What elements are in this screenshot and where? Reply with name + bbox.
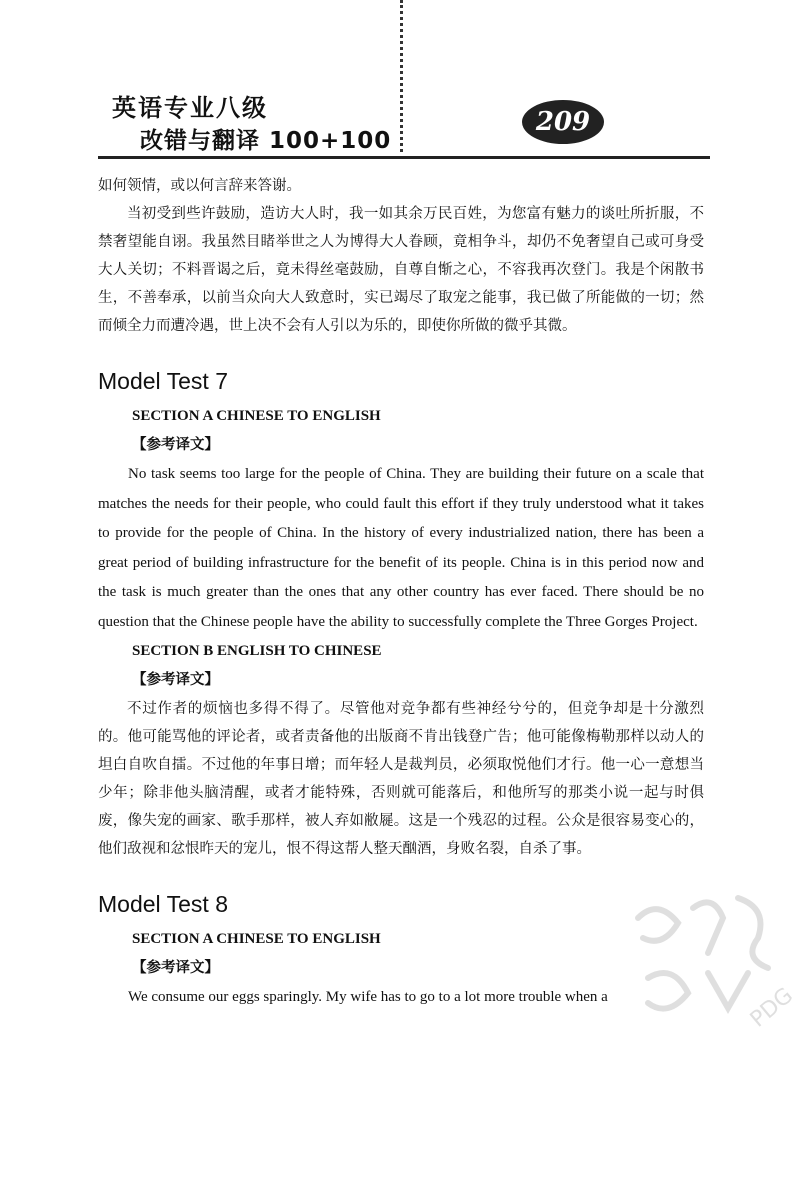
page-header (0, 0, 800, 160)
test8-section-a-reference-label: 【参考译文】 (132, 960, 219, 976)
book-title-line2: 改错与翻译 100+100 (140, 128, 392, 154)
test7-section-a-reference-label: 【参考译文】 (132, 437, 219, 453)
test7-section-a-heading: SECTION A CHINESE TO ENGLISH (132, 408, 381, 424)
test8-section-a-translation: We consume our eggs sparingly. My wife has to go to a lot more trouble when a (128, 989, 608, 1005)
page-content (98, 172, 704, 1013)
pdg-watermark-seal (618, 878, 800, 1048)
test7-section-b-heading: SECTION B ENGLISH TO CHINESE (132, 643, 382, 659)
intro-paragraph-continued: 如何领情，或以何言辞来答谢。 (98, 178, 301, 194)
intro-paragraph: 当初受到些许鼓励，造访大人时，我一如其余万民百姓，为您富有魅力的谈吐所折服，不禁奢望能自诩。我虽然目睹举世之人为博得大人眷顾，竟相争斗，却仍不免奢望自己或可身受大人关切；不料晋谒之后，竟未得丝毫鼓励，自尊自惭之心，不容我再次登门。我是个闲散书生，不善奉承，以前当众向大人致意时，实已竭尽了取宠之能事，我已做了所能做的一切；然而倾全力而遭冷遇，世上决不会有人引以为乐的，即使你所做的微乎其微。 (98, 206, 704, 334)
watermark-text: PDG (745, 983, 799, 1033)
header-rule (98, 156, 710, 159)
model-test-8-heading: Model Test 8 (98, 891, 228, 917)
test7-section-a-translation: No task seems too large for the people of China. They are building their future on a scale that matches the needs for their people, who could fault this effort if they truly understood what it takes to provide for the people of China. In the history of every industrialized nation, there has been a great period of building infrastructure for the benefit of its people. China is in this period now and the task is much greater than the ones that any other country has ever faced. There should be no question that the Chinese people have the ability to successfully complete the Three Gorges Project. (98, 466, 704, 630)
model-test-7-heading: Model Test 7 (98, 368, 228, 394)
binding-dotted-line (400, 0, 403, 152)
test8-section-a-heading: SECTION A CHINESE TO ENGLISH (132, 931, 381, 947)
book-title-line1: 英语专业八级 (112, 94, 268, 122)
page-number-badge: 209 (522, 100, 604, 144)
test7-section-b-translation: 不过作者的烦恼也多得不得了。尽管他对竞争都有些神经兮兮的，但竞争却是十分激烈的。他可能骂他的评论者，或者责备他的出版商不肯出钱登广告；他可能像梅勒那样以动人的坦白自吹自擂。不过他的年事日增；而年轻人是裁判员，必须取悦他们才行。他一心一意想当少年；除非他头脑清醒，或者才能特殊，否则就可能落后，和他所写的那类小说一起与时俱废，像失宠的画家、歌手那样，被人弃如敝屣。这是一个残忍的过程。公众是很容易变心的，他们敌视和忿恨昨天的宠儿，恨不得这帮人整天酗酒，身败名裂，自杀了事。 (98, 701, 704, 857)
test7-section-b-reference-label: 【参考译文】 (132, 672, 219, 688)
